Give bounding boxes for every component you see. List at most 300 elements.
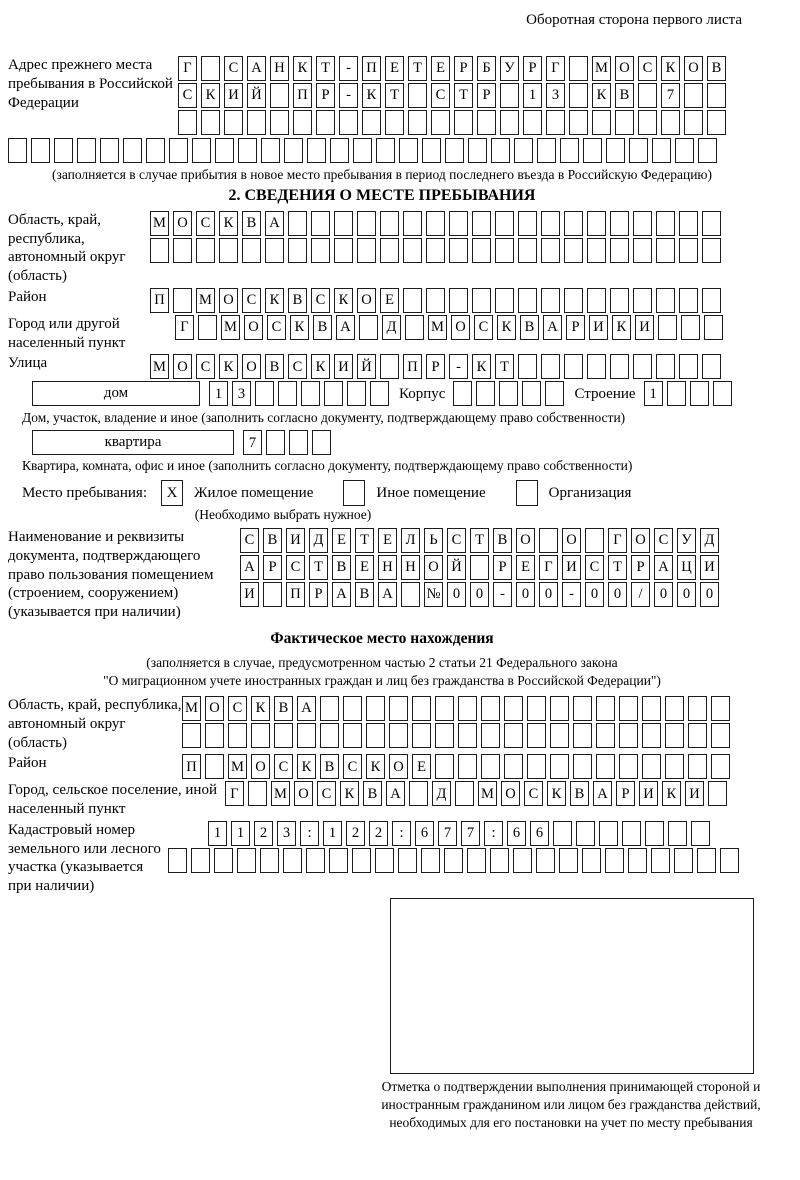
char-cell[interactable]: 1 — [208, 821, 227, 846]
char-cell[interactable]: К — [293, 56, 312, 81]
char-cell[interactable]: К — [290, 315, 309, 340]
char-cell[interactable] — [399, 138, 418, 163]
char-cell[interactable] — [311, 211, 330, 236]
char-cell[interactable] — [490, 848, 509, 873]
char-cell[interactable] — [679, 354, 698, 379]
char-cell[interactable]: Г — [225, 781, 244, 806]
char-cell[interactable] — [573, 696, 592, 721]
char-cell[interactable] — [288, 238, 307, 263]
char-cell[interactable]: Г — [608, 528, 627, 553]
char-cell[interactable] — [251, 723, 270, 748]
char-cell[interactable] — [711, 723, 730, 748]
char-cell[interactable]: Т — [385, 83, 404, 108]
char-cell[interactable] — [324, 381, 343, 406]
char-cell[interactable]: Й — [247, 83, 266, 108]
char-cell[interactable]: Р — [566, 315, 585, 340]
char-cell[interactable]: В — [320, 754, 339, 779]
char-cell[interactable] — [573, 723, 592, 748]
char-cell[interactable] — [270, 83, 289, 108]
char-cell[interactable] — [359, 315, 378, 340]
char-cell[interactable]: С — [240, 528, 259, 553]
char-cell[interactable] — [307, 138, 326, 163]
char-cell[interactable]: М — [428, 315, 447, 340]
char-cell[interactable]: Е — [332, 528, 351, 553]
char-cell[interactable] — [587, 238, 606, 263]
char-cell[interactable]: О — [244, 315, 263, 340]
char-cell[interactable] — [688, 754, 707, 779]
char-cell[interactable] — [247, 110, 266, 135]
char-cell[interactable] — [495, 288, 514, 313]
char-cell[interactable] — [523, 110, 542, 135]
char-cell[interactable] — [596, 723, 615, 748]
char-cell[interactable]: И — [286, 528, 305, 553]
char-cell[interactable] — [645, 821, 664, 846]
char-cell[interactable] — [642, 754, 661, 779]
char-cell[interactable] — [278, 381, 297, 406]
char-cell[interactable]: Г — [539, 555, 558, 580]
char-cell[interactable] — [569, 110, 588, 135]
char-cell[interactable] — [435, 696, 454, 721]
char-cell[interactable] — [702, 238, 721, 263]
char-cell[interactable]: 6 — [507, 821, 526, 846]
char-cell[interactable]: К — [497, 315, 516, 340]
char-cell[interactable] — [684, 110, 703, 135]
char-cell[interactable] — [619, 723, 638, 748]
char-cell[interactable]: О — [357, 288, 376, 313]
char-cell[interactable]: Р — [477, 83, 496, 108]
char-cell[interactable] — [711, 696, 730, 721]
char-cell[interactable]: О — [451, 315, 470, 340]
char-cell[interactable]: М — [228, 754, 247, 779]
char-cell[interactable] — [560, 138, 579, 163]
char-cell[interactable] — [527, 723, 546, 748]
char-cell[interactable] — [178, 110, 197, 135]
char-cell[interactable]: О — [684, 56, 703, 81]
char-cell[interactable]: С — [343, 754, 362, 779]
char-cell[interactable]: О — [631, 528, 650, 553]
char-cell[interactable]: И — [685, 781, 704, 806]
char-cell[interactable] — [545, 381, 564, 406]
char-cell[interactable]: В — [313, 315, 332, 340]
char-cell[interactable] — [592, 110, 611, 135]
char-cell[interactable] — [504, 696, 523, 721]
char-cell[interactable]: О — [173, 211, 192, 236]
char-cell[interactable]: П — [182, 754, 201, 779]
char-cell[interactable] — [537, 138, 556, 163]
char-cell[interactable]: Д — [700, 528, 719, 553]
char-cell[interactable]: 7 — [243, 430, 262, 455]
char-cell[interactable]: 0 — [677, 582, 696, 607]
char-cell[interactable]: С — [196, 354, 215, 379]
char-cell[interactable] — [619, 754, 638, 779]
char-cell[interactable] — [389, 696, 408, 721]
char-cell[interactable] — [472, 288, 491, 313]
char-cell[interactable] — [435, 754, 454, 779]
char-cell[interactable] — [150, 238, 169, 263]
char-cell[interactable]: С — [317, 781, 336, 806]
char-cell[interactable]: А — [247, 56, 266, 81]
char-cell[interactable]: М — [271, 781, 290, 806]
char-cell[interactable] — [658, 315, 677, 340]
char-cell[interactable]: С — [474, 315, 493, 340]
char-cell[interactable] — [688, 696, 707, 721]
char-cell[interactable] — [312, 430, 331, 455]
char-cell[interactable]: Б — [477, 56, 496, 81]
char-cell[interactable] — [702, 288, 721, 313]
char-cell[interactable] — [472, 238, 491, 263]
char-cell[interactable] — [100, 138, 119, 163]
char-cell[interactable] — [481, 723, 500, 748]
char-cell[interactable] — [458, 723, 477, 748]
char-cell[interactable] — [633, 238, 652, 263]
char-cell[interactable]: В — [332, 555, 351, 580]
char-cell[interactable]: К — [265, 288, 284, 313]
char-cell[interactable]: И — [334, 354, 353, 379]
char-cell[interactable]: Р — [426, 354, 445, 379]
char-cell[interactable] — [610, 288, 629, 313]
char-cell[interactable]: У — [677, 528, 696, 553]
char-cell[interactable] — [477, 110, 496, 135]
char-cell[interactable] — [546, 110, 565, 135]
char-cell[interactable]: С — [274, 754, 293, 779]
char-cell[interactable]: К — [472, 354, 491, 379]
char-cell[interactable]: Р — [316, 83, 335, 108]
char-cell[interactable]: К — [334, 288, 353, 313]
char-cell[interactable]: П — [403, 354, 422, 379]
char-cell[interactable]: К — [297, 754, 316, 779]
char-cell[interactable] — [320, 696, 339, 721]
char-cell[interactable] — [238, 138, 257, 163]
char-cell[interactable] — [237, 848, 256, 873]
char-cell[interactable]: 0 — [539, 582, 558, 607]
char-cell[interactable]: Г — [175, 315, 194, 340]
char-cell[interactable]: В — [274, 696, 293, 721]
char-cell[interactable]: К — [662, 781, 681, 806]
checkbox-other-premises[interactable] — [343, 480, 365, 506]
char-cell[interactable] — [656, 211, 675, 236]
char-cell[interactable]: Д — [432, 781, 451, 806]
char-cell[interactable] — [146, 138, 165, 163]
char-cell[interactable] — [224, 110, 243, 135]
char-cell[interactable] — [536, 848, 555, 873]
char-cell[interactable]: В — [570, 781, 589, 806]
char-cell[interactable] — [205, 754, 224, 779]
char-cell[interactable] — [667, 381, 686, 406]
char-cell[interactable] — [403, 238, 422, 263]
char-cell[interactable] — [260, 848, 279, 873]
char-cell[interactable]: О — [173, 354, 192, 379]
char-cell[interactable] — [289, 430, 308, 455]
char-cell[interactable] — [458, 754, 477, 779]
char-cell[interactable]: А — [297, 696, 316, 721]
char-cell[interactable]: А — [336, 315, 355, 340]
char-cell[interactable]: А — [386, 781, 405, 806]
char-cell[interactable]: В — [707, 56, 726, 81]
char-cell[interactable]: 0 — [700, 582, 719, 607]
char-cell[interactable] — [201, 110, 220, 135]
char-cell[interactable]: В — [265, 354, 284, 379]
char-cell[interactable] — [541, 211, 560, 236]
char-cell[interactable] — [353, 138, 372, 163]
char-cell[interactable] — [583, 138, 602, 163]
char-cell[interactable] — [283, 848, 302, 873]
char-cell[interactable]: Р — [616, 781, 635, 806]
char-cell[interactable] — [527, 696, 546, 721]
char-cell[interactable] — [713, 381, 732, 406]
char-cell[interactable]: 3 — [277, 821, 296, 846]
char-cell[interactable] — [412, 696, 431, 721]
char-cell[interactable] — [468, 138, 487, 163]
char-cell[interactable] — [444, 848, 463, 873]
char-cell[interactable]: К — [311, 354, 330, 379]
char-cell[interactable] — [405, 315, 424, 340]
char-cell[interactable] — [499, 381, 518, 406]
char-cell[interactable] — [173, 288, 192, 313]
char-cell[interactable]: К — [366, 754, 385, 779]
char-cell[interactable]: П — [362, 56, 381, 81]
house-type-box[interactable]: дом — [32, 381, 200, 406]
char-cell[interactable] — [366, 696, 385, 721]
char-cell[interactable]: С — [585, 555, 604, 580]
char-cell[interactable] — [491, 138, 510, 163]
char-cell[interactable] — [316, 110, 335, 135]
char-cell[interactable] — [467, 848, 486, 873]
char-cell[interactable] — [201, 56, 220, 81]
char-cell[interactable]: Т — [316, 56, 335, 81]
char-cell[interactable] — [311, 238, 330, 263]
char-cell[interactable]: 7 — [661, 83, 680, 108]
char-cell[interactable]: Р — [309, 582, 328, 607]
char-cell[interactable] — [470, 555, 489, 580]
char-cell[interactable] — [431, 110, 450, 135]
char-cell[interactable]: А — [265, 211, 284, 236]
char-cell[interactable] — [481, 754, 500, 779]
char-cell[interactable] — [334, 238, 353, 263]
char-cell[interactable] — [284, 138, 303, 163]
char-cell[interactable] — [514, 138, 533, 163]
char-cell[interactable]: О — [562, 528, 581, 553]
char-cell[interactable] — [191, 848, 210, 873]
char-cell[interactable] — [389, 723, 408, 748]
char-cell[interactable]: О — [501, 781, 520, 806]
char-cell[interactable] — [495, 238, 514, 263]
char-cell[interactable] — [587, 354, 606, 379]
char-cell[interactable]: С — [311, 288, 330, 313]
char-cell[interactable]: К — [201, 83, 220, 108]
char-cell[interactable] — [541, 354, 560, 379]
char-cell[interactable] — [629, 138, 648, 163]
char-cell[interactable] — [652, 138, 671, 163]
char-cell[interactable] — [31, 138, 50, 163]
char-cell[interactable] — [513, 848, 532, 873]
char-cell[interactable] — [476, 381, 495, 406]
char-cell[interactable]: 0 — [654, 582, 673, 607]
char-cell[interactable] — [679, 211, 698, 236]
char-cell[interactable]: 1 — [209, 381, 228, 406]
char-cell[interactable] — [215, 138, 234, 163]
char-cell[interactable]: О — [516, 528, 535, 553]
char-cell[interactable]: У — [500, 56, 519, 81]
char-cell[interactable]: Т — [608, 555, 627, 580]
char-cell[interactable] — [656, 238, 675, 263]
char-cell[interactable]: С — [638, 56, 657, 81]
char-cell[interactable] — [123, 138, 142, 163]
char-cell[interactable] — [527, 754, 546, 779]
char-cell[interactable] — [370, 381, 389, 406]
char-cell[interactable]: С — [196, 211, 215, 236]
char-cell[interactable]: 1 — [644, 381, 663, 406]
char-cell[interactable] — [449, 211, 468, 236]
char-cell[interactable] — [412, 723, 431, 748]
char-cell[interactable] — [455, 781, 474, 806]
char-cell[interactable] — [518, 354, 537, 379]
char-cell[interactable]: Г — [546, 56, 565, 81]
char-cell[interactable]: Р — [523, 56, 542, 81]
char-cell[interactable] — [518, 288, 537, 313]
char-cell[interactable] — [665, 723, 684, 748]
char-cell[interactable] — [173, 238, 192, 263]
char-cell[interactable]: С — [267, 315, 286, 340]
char-cell[interactable] — [697, 848, 716, 873]
char-cell[interactable]: В — [615, 83, 634, 108]
char-cell[interactable]: Е — [516, 555, 535, 580]
char-cell[interactable] — [679, 238, 698, 263]
char-cell[interactable]: А — [378, 582, 397, 607]
char-cell[interactable] — [702, 354, 721, 379]
char-cell[interactable] — [357, 238, 376, 263]
char-cell[interactable]: И — [589, 315, 608, 340]
char-cell[interactable] — [458, 696, 477, 721]
char-cell[interactable]: К — [547, 781, 566, 806]
char-cell[interactable] — [248, 781, 267, 806]
char-cell[interactable] — [628, 848, 647, 873]
char-cell[interactable]: К — [362, 83, 381, 108]
char-cell[interactable] — [564, 238, 583, 263]
char-cell[interactable] — [638, 83, 657, 108]
char-cell[interactable]: 2 — [369, 821, 388, 846]
char-cell[interactable] — [681, 315, 700, 340]
char-cell[interactable]: П — [150, 288, 169, 313]
char-cell[interactable] — [228, 723, 247, 748]
apartment-type-box[interactable]: квартира — [32, 430, 234, 455]
char-cell[interactable] — [707, 110, 726, 135]
char-cell[interactable]: М — [478, 781, 497, 806]
char-cell[interactable] — [205, 723, 224, 748]
char-cell[interactable] — [661, 110, 680, 135]
char-cell[interactable] — [582, 848, 601, 873]
char-cell[interactable] — [633, 354, 652, 379]
char-cell[interactable] — [573, 754, 592, 779]
char-cell[interactable] — [553, 821, 572, 846]
char-cell[interactable] — [576, 821, 595, 846]
char-cell[interactable] — [168, 848, 187, 873]
char-cell[interactable] — [704, 315, 723, 340]
char-cell[interactable]: 6 — [530, 821, 549, 846]
char-cell[interactable]: 7 — [438, 821, 457, 846]
char-cell[interactable] — [679, 288, 698, 313]
char-cell[interactable]: 7 — [461, 821, 480, 846]
char-cell[interactable] — [668, 821, 687, 846]
char-cell[interactable]: 6 — [415, 821, 434, 846]
char-cell[interactable]: О — [251, 754, 270, 779]
char-cell[interactable]: О — [424, 555, 443, 580]
char-cell[interactable] — [330, 138, 349, 163]
char-cell[interactable]: - — [562, 582, 581, 607]
char-cell[interactable] — [449, 238, 468, 263]
char-cell[interactable] — [690, 381, 709, 406]
char-cell[interactable] — [301, 381, 320, 406]
char-cell[interactable]: И — [224, 83, 243, 108]
char-cell[interactable]: 1 — [323, 821, 342, 846]
char-cell[interactable] — [297, 723, 316, 748]
char-cell[interactable]: Е — [431, 56, 450, 81]
char-cell[interactable] — [504, 754, 523, 779]
char-cell[interactable]: Ц — [677, 555, 696, 580]
char-cell[interactable]: 2 — [254, 821, 273, 846]
char-cell[interactable] — [343, 723, 362, 748]
char-cell[interactable]: 0 — [516, 582, 535, 607]
char-cell[interactable] — [522, 381, 541, 406]
char-cell[interactable] — [642, 696, 661, 721]
char-cell[interactable]: Т — [408, 56, 427, 81]
char-cell[interactable]: Н — [378, 555, 397, 580]
char-cell[interactable]: В — [263, 528, 282, 553]
char-cell[interactable]: О — [205, 696, 224, 721]
char-cell[interactable] — [541, 288, 560, 313]
char-cell[interactable] — [619, 696, 638, 721]
char-cell[interactable] — [688, 723, 707, 748]
char-cell[interactable] — [610, 354, 629, 379]
char-cell[interactable]: № — [424, 582, 443, 607]
char-cell[interactable]: К — [612, 315, 631, 340]
char-cell[interactable] — [606, 138, 625, 163]
char-cell[interactable]: 2 — [346, 821, 365, 846]
char-cell[interactable]: О — [219, 288, 238, 313]
char-cell[interactable] — [198, 315, 217, 340]
char-cell[interactable] — [409, 781, 428, 806]
char-cell[interactable]: С — [228, 696, 247, 721]
char-cell[interactable]: 1 — [231, 821, 250, 846]
char-cell[interactable] — [569, 83, 588, 108]
char-cell[interactable]: С — [524, 781, 543, 806]
char-cell[interactable]: В — [493, 528, 512, 553]
char-cell[interactable]: В — [355, 582, 374, 607]
char-cell[interactable] — [182, 723, 201, 748]
char-cell[interactable] — [656, 288, 675, 313]
char-cell[interactable] — [599, 821, 618, 846]
char-cell[interactable]: М — [150, 211, 169, 236]
char-cell[interactable] — [550, 754, 569, 779]
char-cell[interactable] — [610, 238, 629, 263]
char-cell[interactable] — [651, 848, 670, 873]
char-cell[interactable] — [334, 211, 353, 236]
char-cell[interactable] — [54, 138, 73, 163]
char-cell[interactable] — [288, 211, 307, 236]
char-cell[interactable]: О — [242, 354, 261, 379]
char-cell[interactable]: К — [661, 56, 680, 81]
char-cell[interactable] — [435, 723, 454, 748]
char-cell[interactable] — [674, 848, 693, 873]
char-cell[interactable] — [339, 110, 358, 135]
char-cell[interactable] — [665, 754, 684, 779]
char-cell[interactable]: 0 — [585, 582, 604, 607]
char-cell[interactable] — [421, 848, 440, 873]
char-cell[interactable] — [564, 211, 583, 236]
char-cell[interactable]: С — [431, 83, 450, 108]
char-cell[interactable]: М — [196, 288, 215, 313]
char-cell[interactable]: В — [363, 781, 382, 806]
char-cell[interactable]: К — [592, 83, 611, 108]
